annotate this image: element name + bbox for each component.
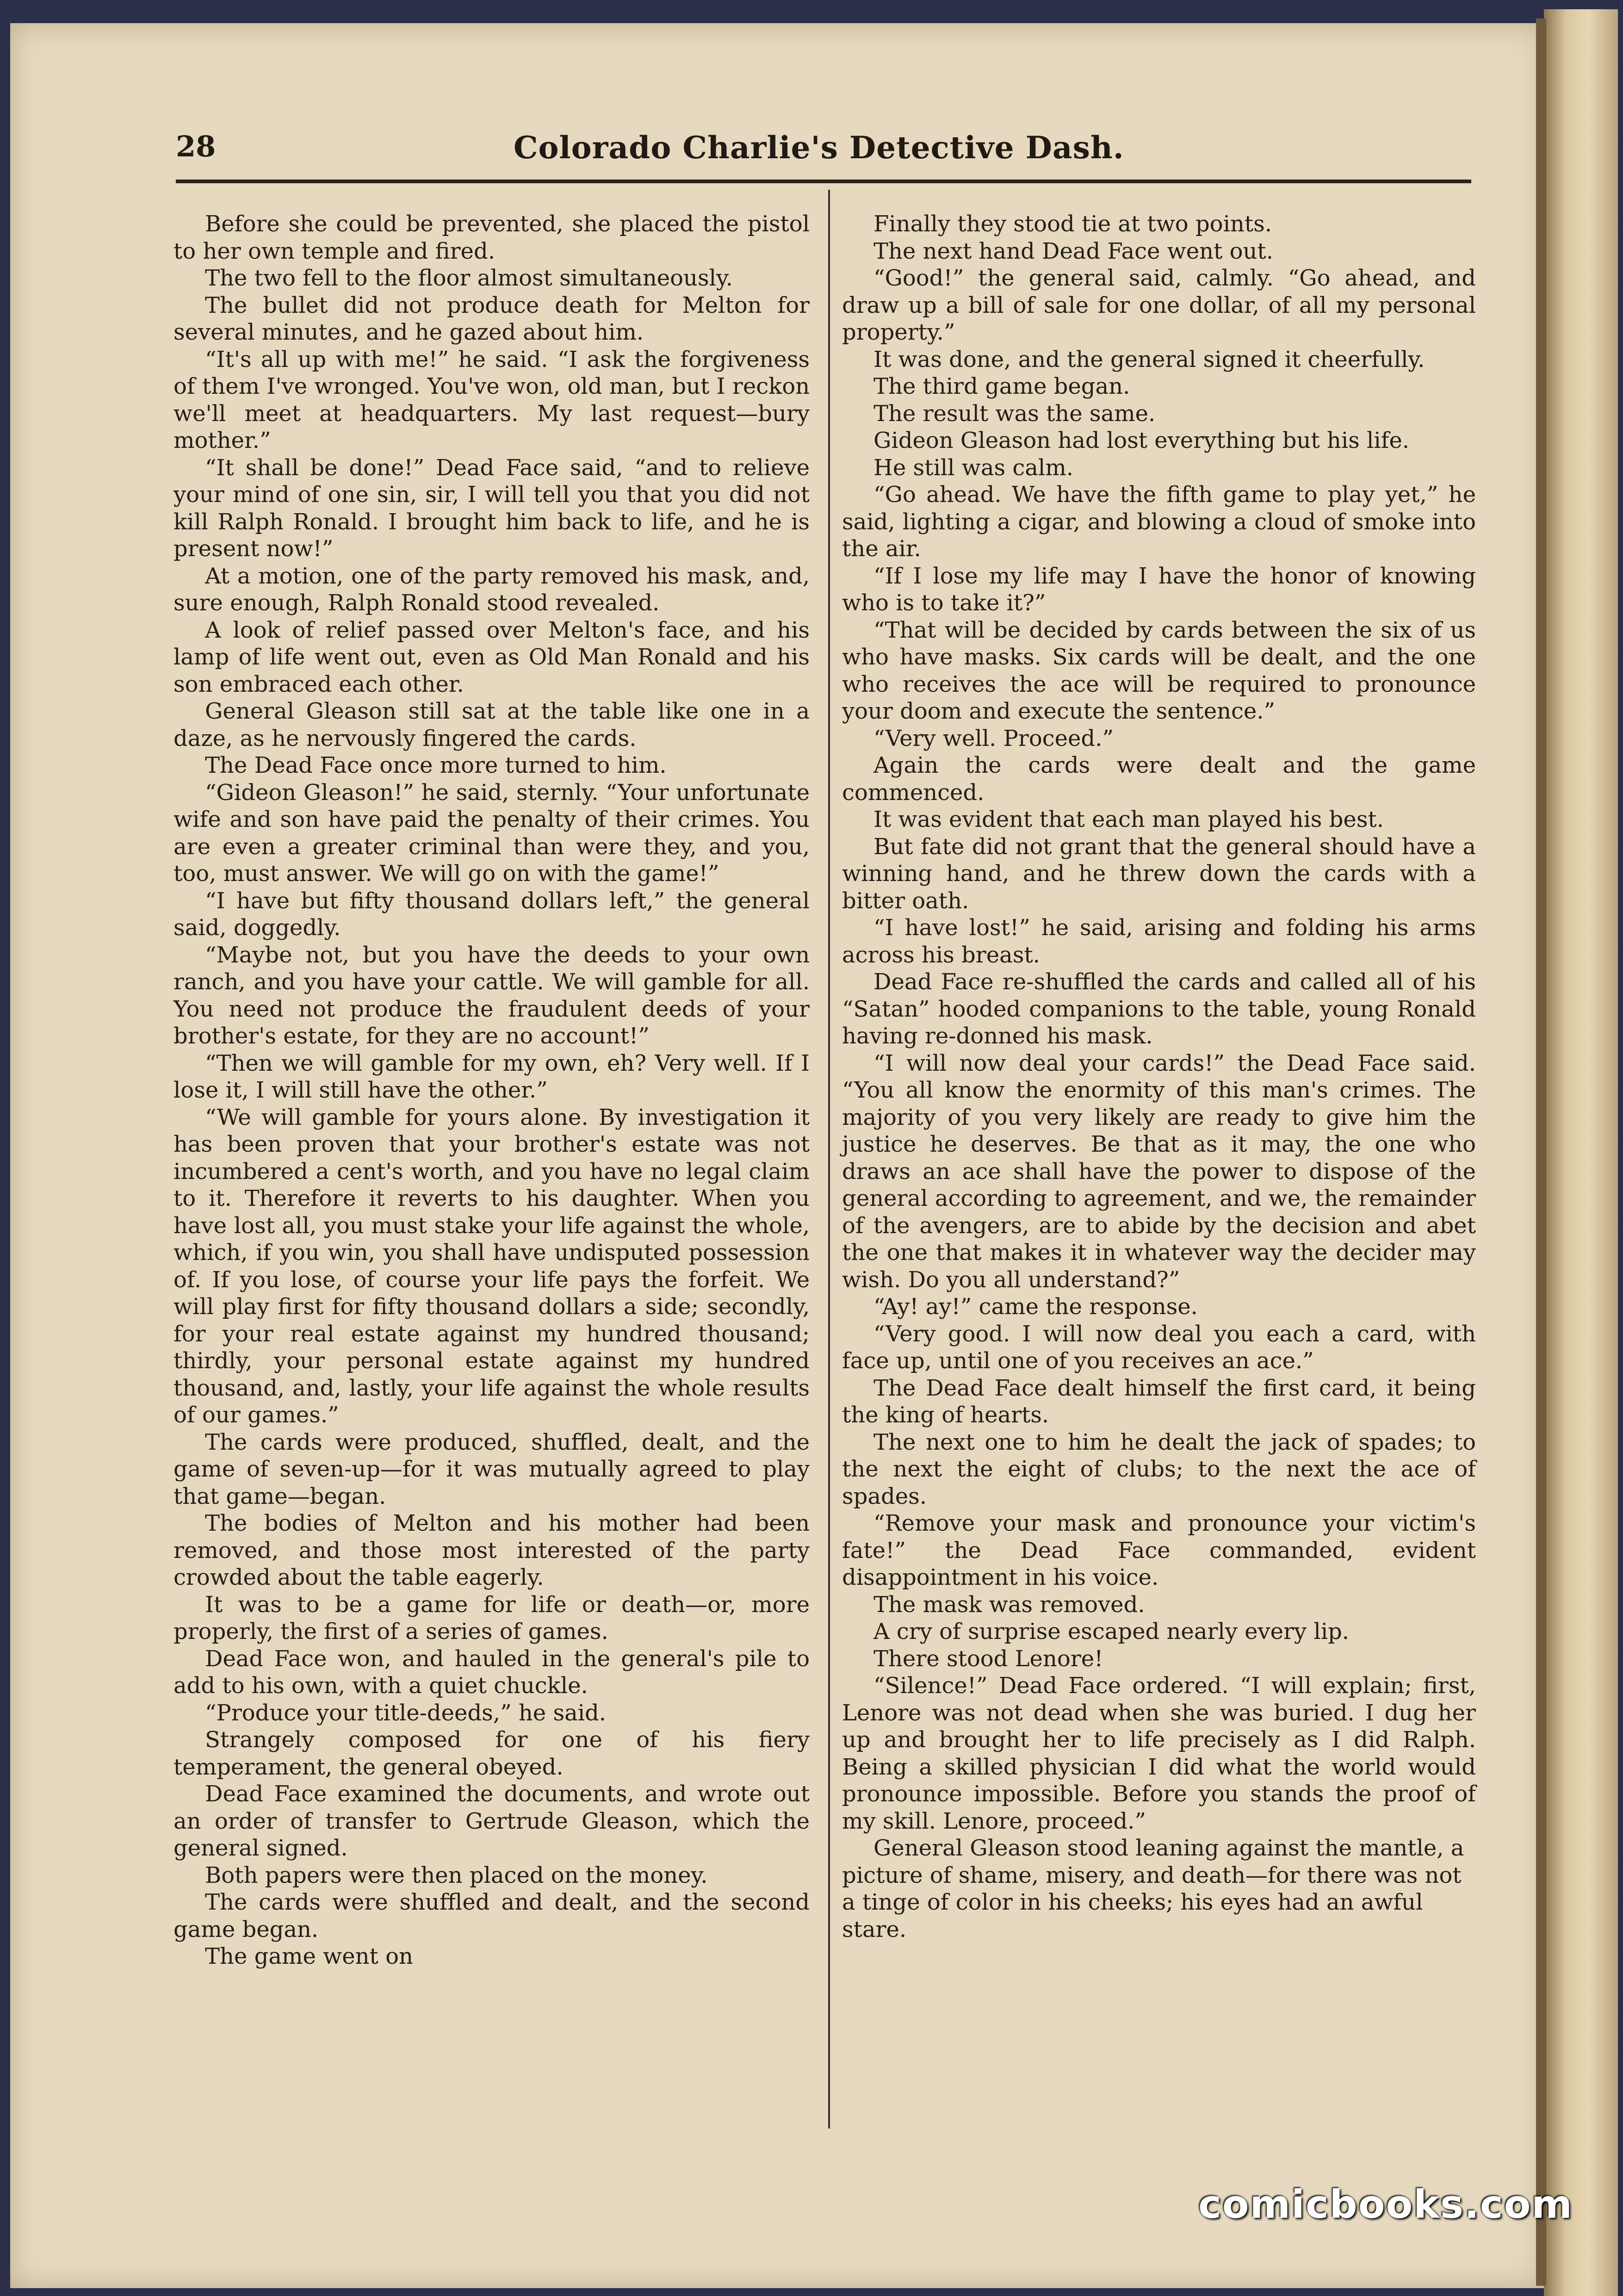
paragraph: “Go ahead. We have the fifth game to play yet,” he said, lighting a cigar, and blowing a cloud of smoke into the air. — [842, 482, 1476, 562]
paragraph: Strangely composed for one of his fiery temperament, the general obeyed. — [173, 1727, 810, 1780]
paragraph: “Maybe not, but you have the deeds to your own ranch, and you have your cattle. We will gamble for all. You need not produce the fraudulent deeds of your brother's estate, for they are no account!” — [173, 942, 810, 1049]
watermark-logo: comicbooks.com — [1198, 2182, 1573, 2227]
paragraph: General Gleason still sat at the table like one in a daze, as he nervously fingered the cards. — [173, 698, 810, 751]
paragraph: But fate did not grant that the general should have a winning hand, and he threw down the cards with a bitter oath. — [842, 833, 1476, 914]
paragraph: “I will now deal your cards!” the Dead Face said. “You all know the enormity of this man's crimes. The majority of you very likely are ready to give him the justice he deserves. Be that as it may, the one who draws an ace shall have the power to dispose of the general according to agreement, and we, the remainder of the avengers, are to abide by the decision and abet the one that makes it in whatever way the decider may wish. Do you all understand?” — [842, 1050, 1476, 1293]
paragraph: General Gleason stood leaning against the mantle, a picture of shame, misery, and death—for there was not a tinge of color in his cheeks; his eyes had an awful stare. — [842, 1835, 1464, 1942]
paragraph: It was to be a game for life or death—or, more properly, the first of a series of games. — [173, 1591, 810, 1644]
paragraph: The mask was removed. — [873, 1591, 1145, 1618]
paragraph: The third game began. — [873, 373, 1130, 399]
paragraph: “It shall be done!” Dead Face said, “and to relieve your mind of one sin, sir, I will tell you that you did not kill Ralph Ronald. I brought him back to life, and he is present now!” — [173, 454, 810, 562]
paragraph: “I have lost!” he said, arising and folding his arms across his breast. — [842, 915, 1476, 968]
paragraph: The next one to him he dealt the jack of spades; to the next the eight of clubs; to the next the ace of spades. — [842, 1429, 1476, 1509]
paragraph: The next hand Dead Face went out. — [873, 238, 1273, 264]
paragraph: The Dead Face once more turned to him. — [205, 752, 667, 778]
paragraph: He still was calm. — [873, 454, 1073, 481]
paragraph: The game went on — [205, 1943, 413, 1969]
paragraph: Dead Face examined the documents, and wrote out an order of transfer to Gertrude Gleason, which the general signed. — [173, 1781, 810, 1861]
paragraph: Both papers were then placed on the money. — [205, 1862, 708, 1888]
paragraph: There stood Lenore! — [873, 1645, 1103, 1672]
paragraph: Again the cards were dealt and the game commenced. — [842, 752, 1476, 806]
paragraph: Before she could be prevented, she placed the pistol to her own temple and fired. — [173, 211, 810, 264]
paragraph: Finally they stood tie at two points. — [873, 211, 1272, 237]
page-edge — [1544, 9, 1618, 2296]
paragraph: The bullet did not produce death for Melton for several minutes, and he gazed about him. — [173, 292, 810, 345]
paragraph: Dead Face re-shuffled the cards and called all of his “Satan” hooded companions to the table, young Ronald having re-donned his mask. — [842, 969, 1476, 1049]
paragraph: The cards were produced, shuffled, dealt, and the game of seven-up—for it was mutually agreed to play that game—began. — [173, 1429, 810, 1509]
paragraph: It was done, and the general signed it cheerfully. — [873, 346, 1425, 372]
header-rule — [176, 180, 1471, 183]
paragraph: “Very well. Proceed.” — [873, 725, 1114, 751]
paragraph: A cry of surprise escaped nearly every lip. — [873, 1619, 1350, 1644]
paragraph: “Remove your mask and pronounce your victim's fate!” the Dead Face commanded, evident disappointment in his voice. — [842, 1510, 1476, 1590]
paragraph: “Good!” the general said, calmly. “Go ahead, and draw up a bill of sale for one dollar, of all my personal property.” — [842, 265, 1476, 345]
page-header — [176, 125, 1485, 180]
paragraph: The result was the same. — [873, 400, 1156, 427]
paragraph: “We will gamble for yours alone. By investigation it has been proven that your brother's estate was not incumbered a cent's worth, and you have no legal claim to it. Therefore it reverts to his daughter. When you have lost all, you must stake your life against the whole, which, if you win, you shall have undisputed possession of. If you lose, of course your life pays the forfeit. We will play first for fifty thousand dollars a side; secondly, for your real estate against my hundred thousand; thirdly, your personal estate against my hundred thousand, and, lastly, your life against the whole results of our games.” — [173, 1104, 810, 1428]
paragraph: “Then we will gamble for my own, eh? Very well. If I lose it, I will still have the other.” — [173, 1050, 810, 1103]
paragraph: “Very good. I will now deal you each a card, with face up, until one of you receives an ace.” — [842, 1321, 1476, 1374]
paragraph: “Gideon Gleason!” he said, sternly. “Your unfortunate wife and son have paid the penalty of their crimes. You are even a greater criminal than were they, and you, too, must answer. We will go on with the game!” — [173, 779, 810, 887]
paragraph: “Silence!” Dead Face ordered. “I will explain; first, Lenore was not dead when she was buried. I dug her up and brought her to life precisely as I did Ralph. Being a skilled physician I did what the world would pronounce impossible. Before you stands the proof of my skill. Lenore, proceed.” — [842, 1673, 1476, 1834]
paragraph: Dead Face won, and hauled in the general's pile to add to his own, with a quiet chuckle. — [173, 1645, 810, 1699]
paragraph: “It's all up with me!” he said. “I ask the forgiveness of them I've wronged. You've won, old man, but I reckon we'll meet at headquarters. My last request—bury mother.” — [173, 346, 810, 453]
paragraph: The Dead Face dealt himself the first card, it being the king of hearts. — [842, 1375, 1476, 1428]
page-spine-shadow — [1536, 19, 1546, 2286]
paragraph: “That will be decided by cards between the six of us who have masks. Six cards will be dealt, and the one who receives the ace will be required to pronounce your doom and execute the sentence.” — [842, 617, 1476, 724]
paragraph: “If I lose my life may I have the honor of knowing who is to take it?” — [842, 563, 1476, 616]
paragraph: “I have but fifty thousand dollars left,” the general said, doggedly. — [173, 887, 810, 941]
page-number: 28 — [176, 130, 216, 163]
paragraph: Gideon Gleason had lost everything but his life. — [873, 428, 1410, 453]
paragraph: At a motion, one of the party removed his mask, and, sure enough, Ralph Ronald stood revealed. — [173, 563, 810, 616]
paragraph: “Ay! ay!” came the response. — [873, 1294, 1198, 1320]
right-text-column — [842, 211, 1476, 1943]
running-title: Colorado Charlie's Detective Dash. — [514, 130, 1124, 166]
paragraph: “Produce your title-deeds,” he said. — [205, 1700, 607, 1726]
left-text-column — [173, 211, 810, 1970]
paragraph: The two fell to the floor almost simultaneously. — [205, 265, 733, 291]
paragraph: A look of relief passed over Melton's face, and his lamp of life went out, even as Old Man Ronald and his son embraced each other. — [173, 617, 810, 697]
column-divider — [828, 190, 830, 2128]
paragraph: It was evident that each man played his best. — [873, 807, 1384, 832]
paragraph: The bodies of Melton and his mother had been removed, and those most interested of the party crowded about the table eagerly. — [173, 1510, 810, 1590]
paragraph: The cards were shuffled and dealt, and the second game began. — [173, 1889, 810, 1942]
